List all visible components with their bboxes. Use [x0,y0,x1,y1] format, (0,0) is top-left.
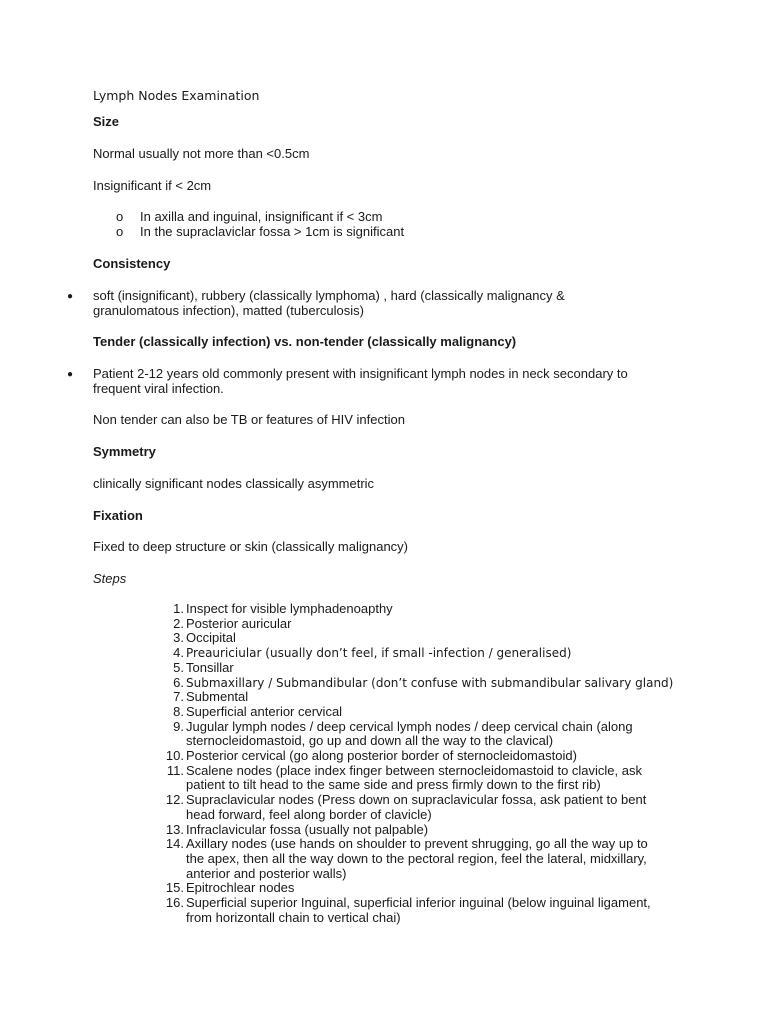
step-text: Posterior auricular [186,615,292,631]
tender-heading: Tender (classically infection) vs. non-tender (classically malignancy) [93,334,517,349]
symmetry-heading: Symmetry [93,444,156,459]
step-text: sternocleidomastoid, go up and down all the way to the clavical) [186,733,554,749]
tender-note: Non tender can also be TB or features of HIV infection [93,412,405,427]
step-text: head forward, feel along border of clavicle) [186,806,432,822]
step-text: Occipital [186,630,236,646]
step-item [173,659,686,676]
step-item [165,836,686,881]
step-text: Axillary nodes (use hands on shoulder to prevent shrugging, go all the way up to [186,836,648,852]
step-item [173,645,686,661]
step-number: 2. [173,615,184,631]
step-number: 4. [173,645,184,661]
step-item [165,880,686,896]
size-insignificant-text: Insignificant if < 2cm [93,178,212,193]
step-item [165,748,686,764]
step-number: 9. [173,718,184,734]
step-text: anterior and posterior walls) [186,865,347,881]
step-item [173,718,686,749]
step-number: 10. [165,748,184,764]
fixation-text: Fixed to deep structure or skin (classically malignancy) [93,539,409,554]
step-text: from horizontall chain to vertical chai) [186,909,401,925]
step-item [173,674,686,691]
step-number: 3. [173,630,184,646]
consistency-bullet-text [93,288,693,318]
step-number: 8. [173,703,184,719]
step-text: patient to tilt head to the same side and press firmly down to the first rib) [186,777,601,793]
step-text: Jugular lymph nodes / deep cervical lymph nodes / deep cervical chain (along [186,718,633,734]
step-text: Tonsillar [186,659,234,675]
step-text: Superficial anterior cervical [186,703,343,719]
step-number: 11. [166,762,184,778]
step-text: Posterior cervical (go along posterior border of sternocleidomastoid) [186,748,577,764]
step-item [165,792,686,822]
document-title: Lymph Nodes Examination [93,88,260,103]
step-text: Epitrochlear nodes [186,880,295,896]
sub-bullet-marker: o [116,209,124,224]
tender-bullet-text [93,366,693,396]
consistency-heading: Consistency [93,256,171,271]
step-item [173,630,686,646]
step-number: 16. [165,895,184,911]
step-item [173,703,686,720]
symmetry-text: clinically significant nodes classically asymmetric [93,476,375,491]
step-text: Submental [186,689,249,705]
step-item [173,689,686,705]
size-normal-text: Normal usually not more than <0.5cm [93,146,310,161]
step-item [166,762,686,793]
fixation-heading: Fixation [93,508,143,523]
step-text: Submaxillary / Submandibular (don’t confuse with submandibular salivary gland) [186,675,674,690]
sub-bullet-marker: o [116,224,124,239]
bullet-marker: ● [67,369,74,380]
step-text: Scalene nodes (place index finger between sternocleidomastoid to clavicle, ask [186,762,642,778]
consistency-line-2: granulomatous infection), matted (tuberculosis) [93,303,364,318]
size-heading: Size [93,114,120,129]
step-text: Superficial superior Inguinal, superficial inferior inguinal (below inguinal ligament, [186,895,651,911]
step-number: 13. [165,821,184,837]
steps-list [165,601,686,925]
step-text: Supraclavicular nodes (Press down on supraclavicular fossa, ask patient to bent [186,792,647,808]
step-item [173,601,686,617]
step-number: 6. [173,674,184,690]
step-text: the apex, then all the way down to the pectoral region, feel the lateral, midxillary, [186,850,647,866]
size-sub-item: In the supraclaviclar fossa > 1cm is significant [140,224,405,239]
step-text: Inspect for visible lymphadenoapthy [186,601,393,616]
bullet-marker: ● [67,291,74,302]
consistency-line-1: soft (insignificant), rubbery (classically lymphoma) , hard (classically malignancy & [93,288,565,303]
size-sub-item: In axilla and inguinal, insignificant if < 3cm [140,209,383,224]
step-text: Infraclavicular fossa (usually not palpable) [186,821,429,837]
step-number: 5. [173,659,184,675]
step-number: 14. [165,836,184,852]
step-number: 15. [165,880,184,896]
step-text: Preauriciular (usually don’t feel, if small -infection / generalised) [186,646,572,661]
step-number: 1. [173,601,184,616]
tender-line-1: Patient 2-12 years old commonly present with insignificant lymph nodes in neck secondary to [93,366,628,381]
tender-line-2: frequent viral infection. [93,381,224,396]
step-number: 12. [165,792,184,808]
step-item [165,895,686,925]
step-item [173,615,686,632]
step-number: 7. [173,689,184,705]
steps-heading: Steps [93,571,127,586]
step-item [165,821,686,838]
